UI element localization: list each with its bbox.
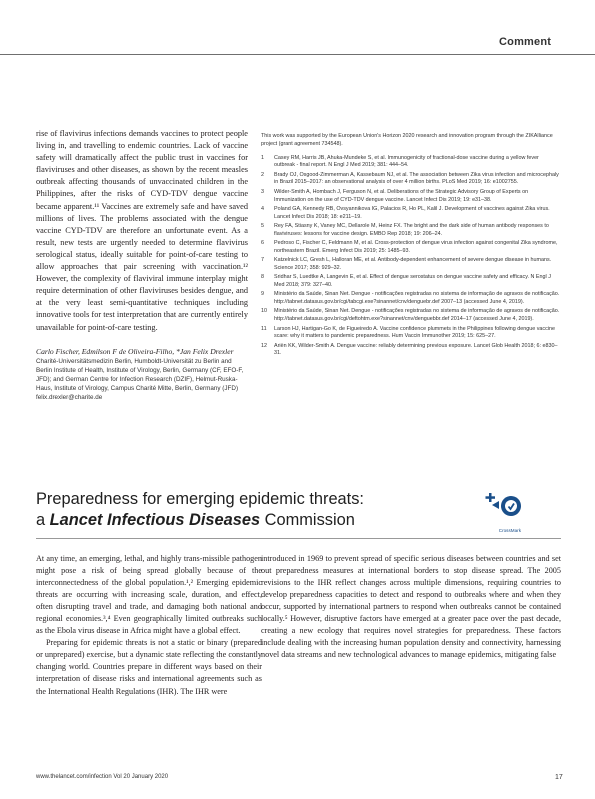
reference-number: 9 (261, 291, 264, 298)
reference-number: 3 (261, 188, 264, 195)
title-divider (36, 538, 561, 539)
reference-number: 2 (261, 171, 264, 178)
section-label: Comment (499, 36, 552, 48)
reference-item (261, 206, 561, 222)
crossmark-icon (485, 491, 523, 523)
reference-number: 10 (261, 308, 267, 315)
reference-text: Katzelnick LC, Gresh L, Halloran ME, et al. Antibody-dependent enhancement of severe dengue disease in humans. Science 2017; 358: 929–32. (274, 257, 552, 271)
reference-text: Poland GA, Kennedy RB, Ovsyannikova IG, Palacios R, Ho PL, Kalil J. Development of vaccines against Zika virus. Lancet Infect Dis 2018; 18: e211–19. (274, 205, 550, 220)
reference-text: Casey RM, Harris JB, Ahuka-Mundeke S, et al. Immunogenicity of fractional-dose vaccine during a yellow fever outbreak - final report. N Engl J Med 2019; 381: 444–54. (274, 154, 539, 169)
reference-number: 1 (261, 154, 264, 161)
title-suffix: Commission (260, 511, 355, 529)
reference-number: 6 (261, 240, 264, 247)
reference-text: Ministério da Saúde, Sinan Net. Dengue - notificações registradas no sistema de informação de agravos de notificação. http://tabnet.datasus.gov.br/cgi/tabcgi.exe?sinannet/cnv/denguebr.def 2007–13 (accessed June 4, 2019). (274, 291, 560, 306)
title-line-1: Preparedness for emerging epidemic threats: (36, 490, 364, 508)
reference-item (261, 274, 561, 290)
acknowledgment: This work was supported by the European Union's Horizon 2020 research and innovation program through the ZIKAlliance project (grant agreement 734548). (261, 133, 553, 147)
footer-journal-info: www.thelancet.com/infection Vol 20 January 2020 (36, 774, 169, 780)
page-number: 17 (555, 774, 563, 781)
title-prefix: a (36, 511, 50, 529)
reference-item (261, 326, 561, 342)
body-column-right (261, 553, 561, 661)
reference-item (261, 291, 561, 307)
reference-item (261, 257, 561, 273)
reference-item (261, 240, 561, 256)
reference-item (261, 189, 561, 205)
body-paragraph: introduced in 1969 to prevent spread of specific serious diseases between countries and set out preparedness measures at international borders to stop disease spread. The 2005 revisions to the IHR reflect changes across multiple dimensions, requiring countries to develop preparedness capacities to detect and respond to outbreaks where and when they occur, supported by international partners to respond when outbreaks cannot be contained locally.⁵ However, disruptive factors have emerged at a greater pace over the past decade, creating a new ecology that requires novel strategies for preparedness. These factors include dealing with the increasing human population density and connectivity, harnessing novel data streams and new technological advances to manage epidemics, mitigating false (261, 554, 561, 660)
reference-number: 12 (261, 342, 267, 349)
reference-text: Larson HJ, Hartigan-Go K, de Figueiredo A. Vaccine confidence plummets in the Philippines following dengue vaccine scare: why it matters to pandemic preparedness. Hum Vaccin Immunother 2019; 15: 625–27. (274, 325, 555, 340)
reference-list (261, 155, 561, 359)
body-paragraph: At any time, an emerging, lethal, and highly trans-missible pathogen might pose a risk of being spread globally because of the interconnectedness of the global population.¹,² Emerging epidemic threats are occurring with increasing scale, duration, and effect, often disrupting travel and trade, and damaging both national and regional economies.³,⁴ Even geographically limited outbreaks such as the Ebola virus disease in Africa might have a global effect. (36, 554, 262, 636)
reference-item (261, 343, 561, 359)
crossmark-label: CrossMark (498, 528, 521, 533)
reference-item (261, 155, 561, 171)
reference-number: 5 (261, 222, 264, 229)
journal-name: Lancet Infectious Diseases (49, 511, 261, 529)
reference-number: 11 (261, 325, 267, 332)
reference-number: 7 (261, 257, 264, 264)
references-column (261, 133, 561, 360)
reference-text: Rey FA, Stiasny K, Vaney MC, Dellarole M, Heinz FX. The bright and the dark side of human antibody responses to flaviviruses: lessons for vaccine design. EMBO Rep 2018; 19: 206–24. (274, 222, 549, 237)
lead-column (36, 128, 248, 402)
author-affiliation: Charité-Universitätsmedizin Berlin, Humboldt-Universität zu Berlin and Berlin Institute of Health, Institute of Virology, Berlin, Germany (CF, EFO-F, JFD); and German Centre for Infection Research (DZIF), Helmut-Ruska-Haus, Institute of Virology, Campus Charité Mitte, Berlin, Germany (JFD) (36, 357, 244, 392)
reference-text: Pedroso C, Fischer C, Feldmann M, et al. Cross-protection of dengue virus infection against congenital Zika syndrome, northeastern Brazil. Emerg Infect Dis 2019; 25: 1485–93. (274, 240, 558, 254)
reference-number: 4 (261, 205, 264, 212)
crossmark-badge[interactable] (485, 491, 523, 531)
lead-paragraph: rise of flavivirus infections demands vaccines to protect people living in, and travelling to endemic countries. Lack of vaccine safety will dramatically affect the public trust in vaccines for flaviviruses and other diseases, as shown by the recent measles outbreak affecting thousands of unvaccinated children in the Philippines, after the risks of CYD-TDV dengue vaccine became apparent.¹¹ Vaccines are extremely safe and have saved millions of lives. The problems associated with the dengue vaccine CYD-TDV are therefore an unfortunate event. As a result, new tests are urgently needed to determine flavivirus serological status, ideally suitable for point-of-care testing to allow approaches that pair screening with vaccination.¹² However, the complexity of flaviviral immune interplay might require determination of other flaviviruses besides dengue, and at the very least semi-quantitative techniques including innovative tools for test interpretation that are currently entirely unavailable for point-of-care testing. (36, 129, 248, 332)
reference-item (261, 172, 561, 188)
reference-text: Brady OJ, Osgood-Zimmerman A, Kassebaum NJ, et al. The association between Zika virus infection and microcephaly in Brazil 2015–2017: an observational analysis of over 4 million births. PLoS Med 2019; 16: e1002755. (274, 171, 559, 186)
article-title (36, 489, 364, 531)
reference-number: 8 (261, 274, 264, 281)
reference-text: Wilder-Smith A, Hombach J, Ferguson N, et al. Deliberations of the Strategic Advisory Group of Experts on Immunization on the use of CYD-TDV dengue vaccine. Lancet Infect Dis 2019; 19: e31–38. (274, 188, 529, 203)
author-names: Carlo Fischer, Edmilson F de Oliveira-Filho, *Jan Felix Drexler (36, 346, 234, 356)
author-email[interactable]: felix.drexler@charite.de (36, 393, 103, 401)
reference-item (261, 308, 561, 324)
reference-item (261, 223, 561, 239)
reference-text: Sridhar S, Luedtke A, Langevin E, et al. Effect of dengue serostatus on dengue vaccine safety and efficacy. N Engl J Med 2018; 379: 327–40. (274, 274, 551, 289)
reference-text: Ariën KK, Wilder-Smith A. Dengue vaccine: reliably determining previous exposure. Lancet Glob Health 2018; 6: e830–31. (274, 342, 558, 357)
body-paragraph: Preparing for epidemic threats is not a static or binary (prepared or unprepared) exercise, but a dynamic state reflecting the constantly changing world. Countries prepare in different ways based on their interpretation of disease risks and international agreements such as the International Health Regulations (IHR). The IHR were (36, 638, 262, 696)
reference-text: Ministério da Saúde, Sinan Net. Dengue - notificações registradas no sistema de informação de agravos de notificação. http://tabnet.datasus.gov.br/cgi/deftohtm.exe?sinannet/cnv/denguebbr.def 2014–17 (accessed June 4, 2019). (274, 308, 560, 323)
title-line-2 (36, 510, 364, 531)
header-divider (0, 54, 595, 55)
body-column-left (36, 553, 262, 698)
